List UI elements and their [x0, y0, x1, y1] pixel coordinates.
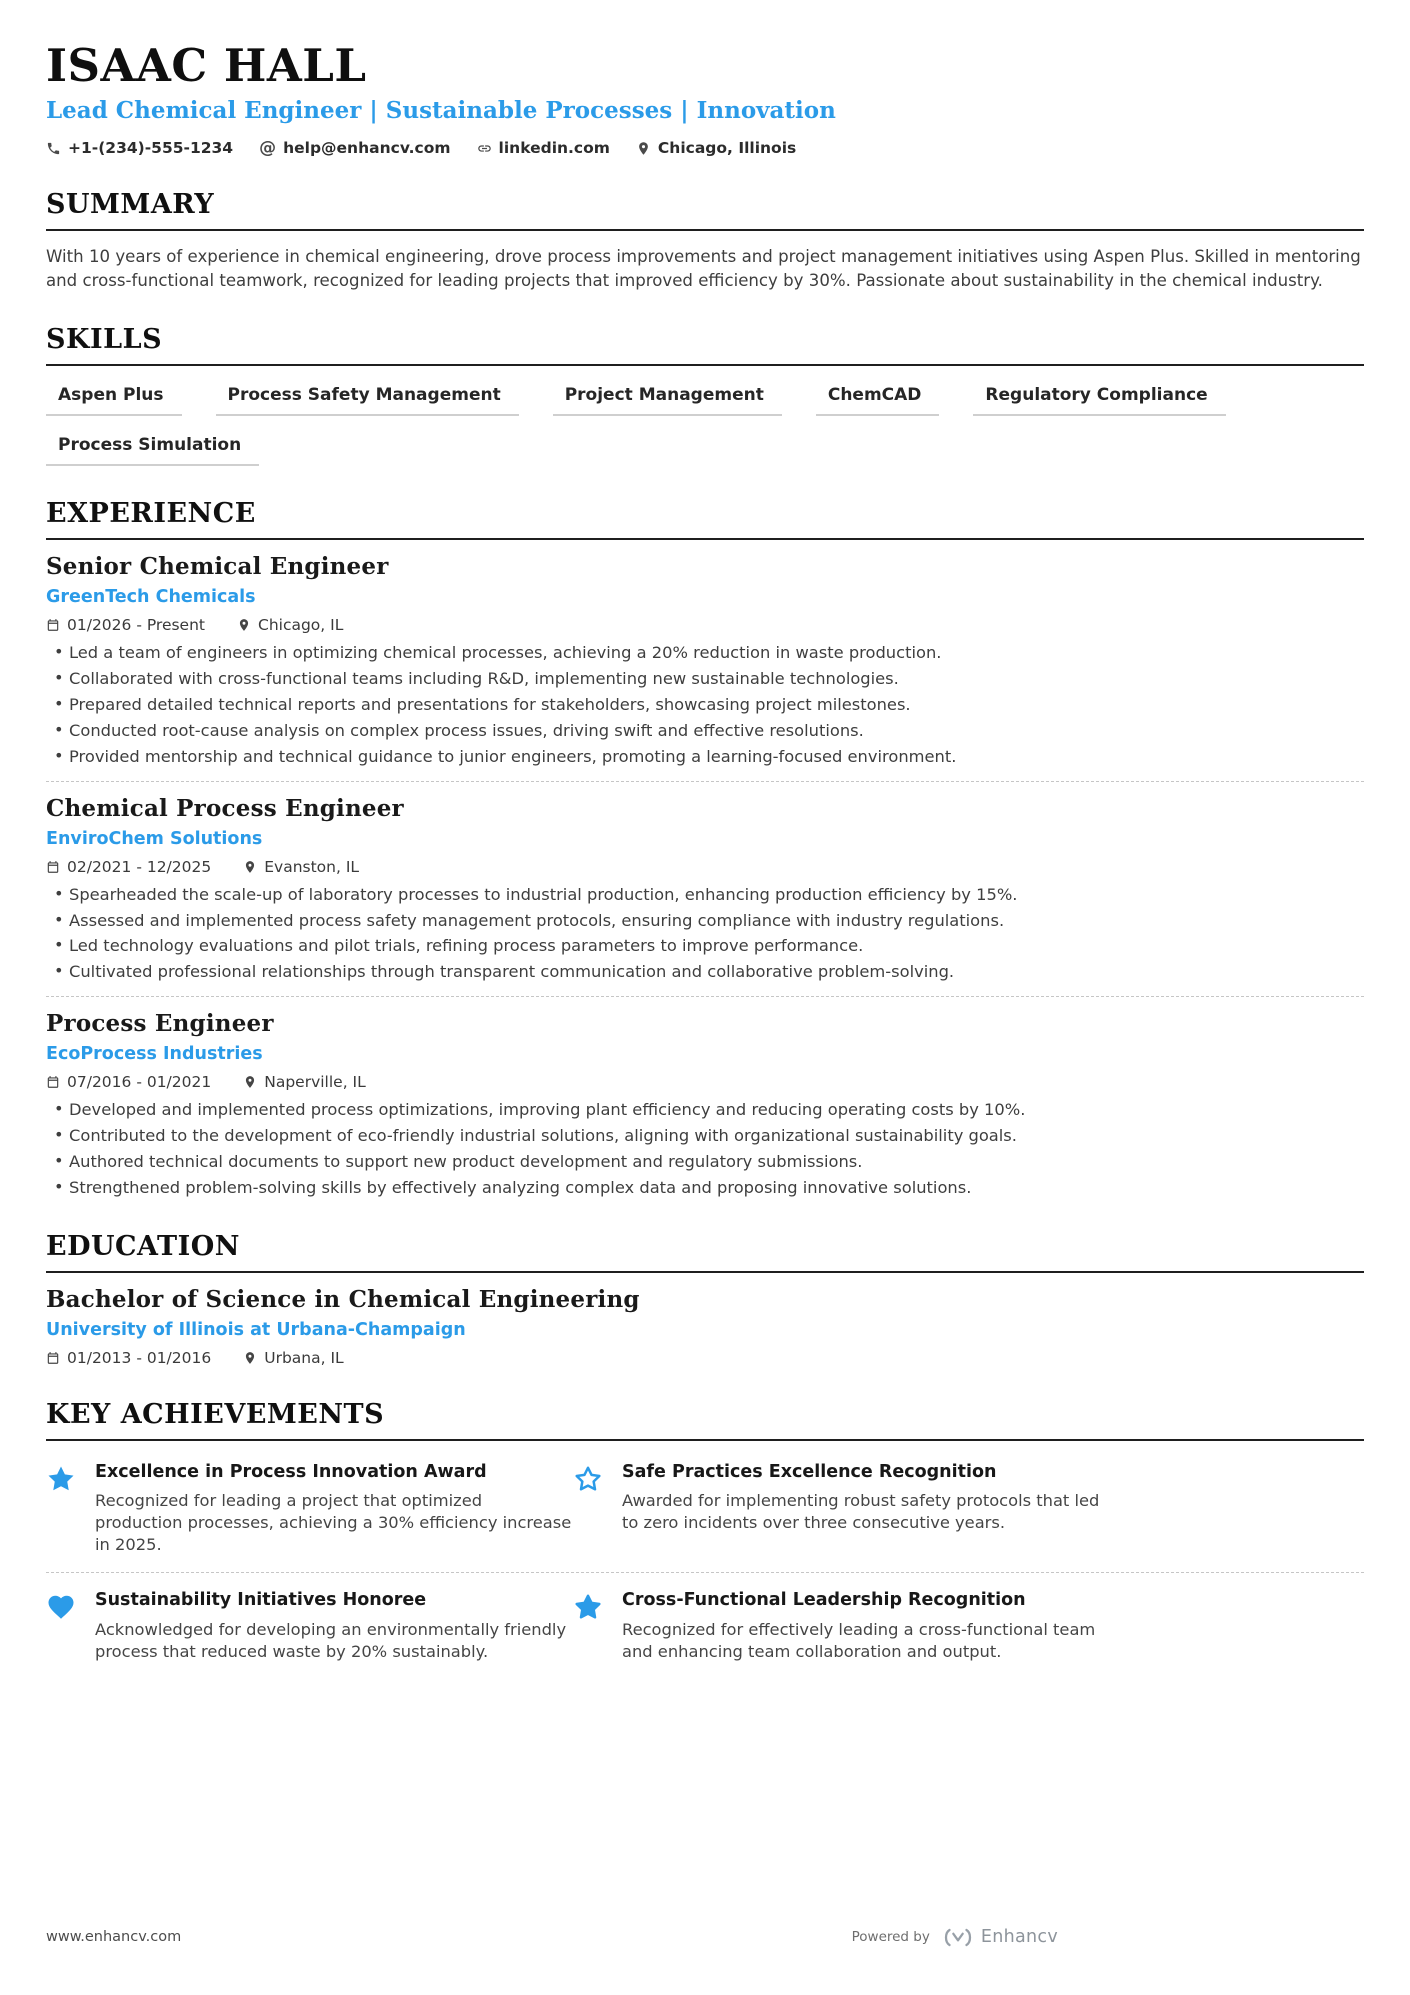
contact-phone	[46, 139, 233, 157]
skill-tag: Process Safety Management	[216, 384, 519, 416]
footer-website-link[interactable]: www.enhancv.com	[46, 1929, 182, 1945]
job-bullet: • Contributed to the development of eco-friendly industrial solutions, aligning with organizational sustainability goals.	[46, 1126, 1364, 1147]
calendar-icon	[46, 860, 60, 874]
job-bullet: • Spearheaded the scale-up of laboratory processes to industrial production, enhancing production efficiency by 15%.	[46, 885, 1364, 906]
job-bullet: • Led a team of engineers in optimizing chemical processes, achieving a 20% reduction in waste production.	[46, 643, 1364, 664]
achievement-text: Recognized for leading a project that optimized production processes, achieving a 30% efficiency increase in 2025.	[95, 1491, 572, 1555]
location-pin-icon	[243, 1351, 257, 1365]
job-dates-text: 02/2021 - 12/2025	[67, 857, 212, 876]
achievement-body	[95, 1462, 573, 1556]
location-pin-icon	[243, 1075, 257, 1089]
education-dates-text: 01/2013 - 01/2016	[67, 1348, 212, 1367]
star-outline-icon	[573, 1462, 605, 1556]
job-bullet: • Led technology evaluations and pilot trials, refining process parameters to improve performance.	[46, 936, 1364, 957]
job-company: EnviroChem Solutions	[46, 828, 263, 849]
achievement-item	[46, 1445, 573, 1572]
achievements-grid	[46, 1445, 1364, 1679]
achievement-title: Sustainability Initiatives Honoree	[95, 1589, 427, 1610]
job-meta-row	[46, 616, 1364, 634]
resume-header	[46, 39, 1364, 158]
calendar-icon	[46, 1075, 60, 1089]
enhancv-logo-icon	[942, 1928, 974, 1947]
job-dates-text: 07/2016 - 01/2021	[67, 1073, 212, 1092]
heart-icon	[46, 1590, 78, 1663]
job-location	[243, 1073, 366, 1091]
job-bullet: • Authored technical documents to support new product development and regulatory submissions.	[46, 1152, 1364, 1173]
achievement-body	[95, 1590, 573, 1663]
job-bullet: • Cultivated professional relationships through transparent communication and collaborative problem-solving.	[46, 962, 1364, 983]
contact-email[interactable]	[259, 139, 450, 157]
calendar-icon	[46, 618, 60, 632]
education-location-text: Urbana, IL	[264, 1348, 344, 1367]
powered-by-label: Powered by	[851, 1929, 930, 1945]
achievement-title: Safe Practices Excellence Recognition	[622, 1461, 997, 1482]
contact-email-text: help@enhancv.com	[283, 139, 451, 158]
star-badge-icon	[573, 1590, 605, 1663]
job-dates-text: 01/2026 - Present	[67, 616, 205, 635]
job-bullet: • Assessed and implemented process safety management protocols, ensuring compliance with industry regulations.	[46, 911, 1364, 932]
experience-entry	[46, 540, 1364, 767]
job-bullets	[46, 885, 1364, 983]
calendar-icon	[46, 1351, 60, 1365]
location-pin-icon	[237, 618, 251, 632]
job-meta-row	[46, 1073, 1364, 1091]
job-title: Process Engineer	[46, 1010, 274, 1038]
summary-text: With 10 years of experience in chemical engineering, drove process improvements and project management initiatives using Aspen Plus. Skilled in mentoring and cross-functional teamwork, recognized for leading projects that improved efficiency by 30%. Passionate about sustainability in the chemical industry.	[46, 247, 1361, 290]
contact-linkedin[interactable]	[477, 139, 610, 157]
education-entry	[46, 1273, 1364, 1367]
school-name: University of Illinois at Urbana-Champaign	[46, 1319, 466, 1340]
job-location	[243, 858, 359, 876]
experience-entry	[46, 781, 1364, 983]
achievement-body	[622, 1590, 1103, 1663]
section-summary	[46, 189, 1364, 292]
job-title: Chemical Process Engineer	[46, 794, 404, 822]
link-icon	[477, 141, 492, 156]
section-skills	[46, 324, 1364, 466]
contact-row	[46, 139, 1364, 157]
achievements-heading: KEY ACHIEVEMENTS	[46, 1399, 1364, 1441]
achievement-body	[622, 1462, 1103, 1556]
contact-location-text: Chicago, Illinois	[657, 139, 797, 158]
location-pin-icon	[243, 860, 257, 874]
candidate-headline: Lead Chemical Engineer | Sustainable Processes | Innovation	[46, 97, 836, 125]
job-location-text: Chicago, IL	[258, 616, 344, 635]
skill-tag: ChemCAD	[816, 384, 940, 416]
skills-list	[46, 384, 1364, 466]
contact-linkedin-text: linkedin.com	[498, 139, 610, 158]
job-bullet: • Conducted root-cause analysis on complex process issues, driving swift and effective resolutions.	[46, 721, 1364, 742]
enhancv-brand-name: Enhancv	[980, 1927, 1058, 1947]
job-location	[237, 616, 343, 634]
job-bullets	[46, 1100, 1364, 1198]
education-location	[243, 1349, 343, 1367]
achievement-item	[573, 1573, 1103, 1679]
job-location-text: Naperville, IL	[264, 1073, 366, 1092]
job-company: EcoProcess Industries	[46, 1044, 263, 1065]
section-experience	[46, 498, 1364, 1198]
achievement-text: Awarded for implementing robust safety protocols that led to zero incidents over three consecutive years.	[622, 1491, 1100, 1533]
job-location-text: Evanston, IL	[264, 857, 360, 876]
experience-entry	[46, 996, 1364, 1198]
degree-title: Bachelor of Science in Chemical Engineering	[46, 1285, 640, 1313]
job-bullet: • Developed and implemented process optimizations, improving plant efficiency and reducing operating costs by 10%.	[46, 1100, 1364, 1121]
phone-icon	[46, 141, 61, 156]
section-key-achievements	[46, 1399, 1364, 1679]
job-bullets	[46, 643, 1364, 767]
experience-heading: EXPERIENCE	[46, 498, 1364, 540]
section-education	[46, 1231, 1364, 1367]
candidate-name: ISAAC HALL	[46, 39, 367, 92]
job-bullet: • Provided mentorship and technical guidance to junior engineers, promoting a learning-focused environment.	[46, 747, 1364, 768]
enhancv-brand	[942, 1927, 1058, 1947]
job-company: GreenTech Chemicals	[46, 587, 256, 608]
star-filled-icon	[46, 1462, 78, 1556]
page-footer	[46, 1927, 1364, 1947]
achievement-title: Excellence in Process Innovation Award	[95, 1461, 487, 1482]
powered-by-group	[852, 1927, 1058, 1947]
achievement-text: Recognized for effectively leading a cross-functional team and enhancing team collaboration and output.	[622, 1619, 1096, 1661]
achievement-item	[573, 1445, 1103, 1572]
skill-tag: Process Simulation	[46, 434, 259, 466]
summary-heading: SUMMARY	[46, 189, 1364, 231]
job-dates	[46, 616, 205, 634]
education-heading: EDUCATION	[46, 1231, 1364, 1273]
job-dates	[46, 858, 211, 876]
skill-tag: Regulatory Compliance	[973, 384, 1225, 416]
job-bullet: • Prepared detailed technical reports and presentations for stakeholders, showcasing project milestones.	[46, 695, 1364, 716]
skill-tag: Project Management	[553, 384, 782, 416]
job-title: Senior Chemical Engineer	[46, 553, 389, 581]
contact-phone-text: +1-(234)-555-1234	[68, 139, 234, 158]
job-bullet: • Collaborated with cross-functional teams including R&D, implementing new sustainable technologies.	[46, 669, 1364, 690]
achievement-title: Cross-Functional Leadership Recognition	[622, 1589, 1026, 1610]
job-bullet: • Strengthened problem-solving skills by effectively analyzing complex data and proposing innovative solutions.	[46, 1178, 1364, 1199]
contact-location	[636, 139, 796, 157]
job-dates	[46, 1073, 211, 1091]
education-dates	[46, 1349, 211, 1367]
at-icon: @	[259, 137, 277, 158]
achievement-text: Acknowledged for developing an environmentally friendly process that reduced waste by 20% sustainably.	[95, 1619, 567, 1661]
location-icon	[636, 141, 651, 156]
job-meta-row	[46, 858, 1364, 876]
skill-tag: Aspen Plus	[46, 384, 182, 416]
skills-heading: SKILLS	[46, 324, 1364, 366]
achievement-item	[46, 1573, 573, 1679]
education-meta-row	[46, 1349, 1364, 1367]
